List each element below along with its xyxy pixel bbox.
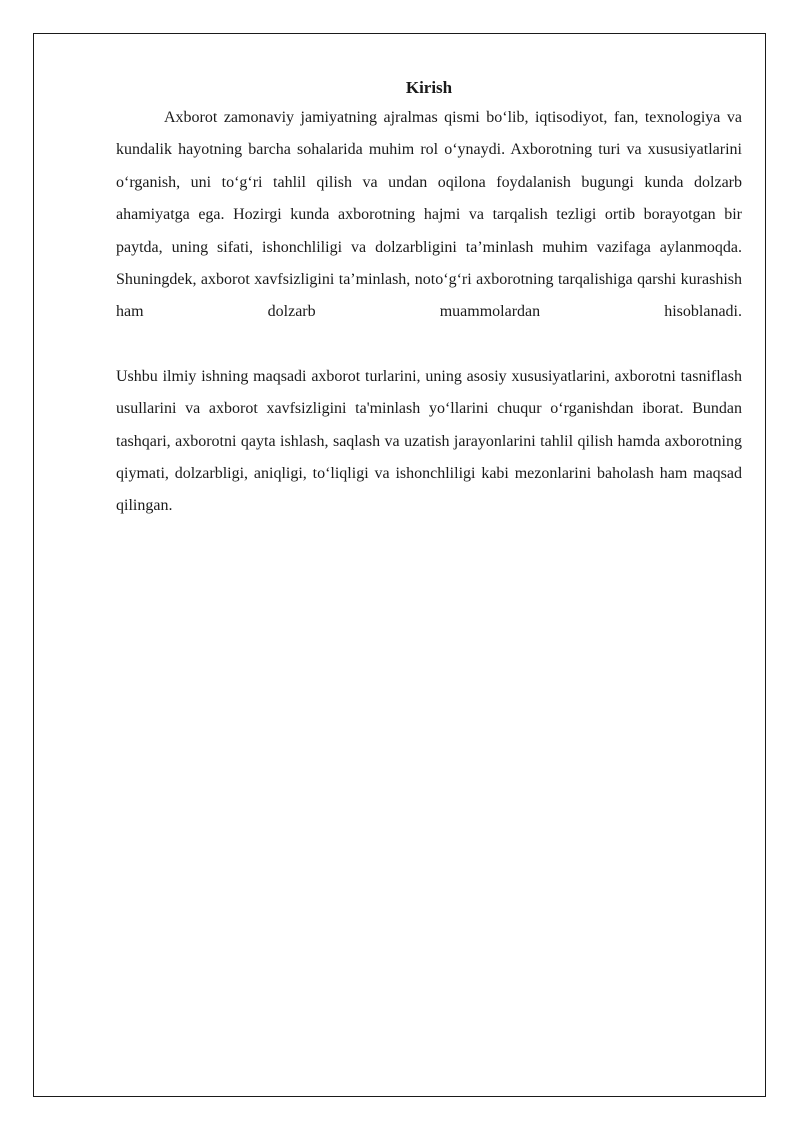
- paragraph-aim: Ushbu ilmiy ishning maqsadi axborot turlarini, uning asosiy xususiyatlarini, axborotni tasniflash usullarini va axborot xavfsizligini ta'minlash yo‘llarini chuqur o‘rganishdan iborat. Bundan tashqari, axborotni qayta ishlash, saqlash va uzatish jarayonlarini tahlil qilish hamda axborotning qiymati, dolzarbligi, aniqligi, to‘liqligi va ishonchliligi kabi mezonlarini baholash ham maqsad qilingan.: [116, 367, 742, 515]
- paragraph-spacer: [116, 329, 742, 361]
- paragraph-intro: [116, 102, 742, 329]
- document-title: Kirish: [405, 78, 453, 97]
- document-body: [116, 76, 742, 523]
- paragraph-intro-text: Axborot zamonaviy jamiyatning ajralmas qismi bo‘lib, iqtisodiyot, fan, texnologiya va kundalik hayotning barcha sohalarida muhim rol o‘ynaydi. Axborotning turi va xususiyatlarini o‘rganish, uni to‘g‘ri tahlil qilish va undan oqilona foydalanish bugungi kunda dolzarb ahamiyatga ega. Hozirgi kunda axborotning hajmi va tarqalish tezligi ortib borayotgan bir paytda, uning sifati, ishonchliligi va dolzarbligini ta’minlash muhim vazifaga aylanmoqda. Shuningdek, axborot xavfsizligini ta’minlash, noto‘g‘ri axborotning tarqalishiga qarshi kurashish ham dolzarb muammolardan hisoblanadi.: [116, 109, 742, 321]
